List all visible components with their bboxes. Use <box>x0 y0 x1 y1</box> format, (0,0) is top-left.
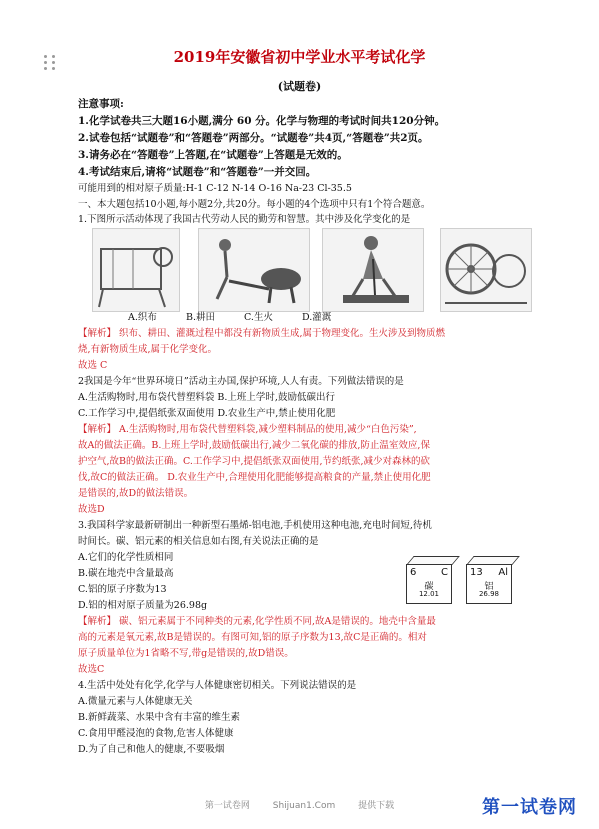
atomic-number: 6 <box>410 567 417 578</box>
analysis-line: 故A的做法正确。B.上班上学时,鼓励低碳出行,减少二氧化碳的排放,防止温室效应,保 <box>78 440 430 451</box>
option-line: A.微量元素与人体健康无关 <box>78 696 193 707</box>
carbon-element-card <box>406 564 452 604</box>
weaving-illustration <box>92 228 180 312</box>
option-line: D.为了自己和他人的健康,不要吸烟 <box>78 744 225 755</box>
option-c: C.生火 <box>244 312 273 323</box>
notice-line: 4.考试结束后,请将“试题卷”和“答题卷”一并交回。 <box>78 166 317 178</box>
plowing-illustration <box>198 228 310 312</box>
question-stem: 3.我国科学家最新研制出一种新型石墨烯-铝电池,手机使用这种电池,充电时间短,待机 <box>78 520 432 531</box>
option-line: A.生活购物时,用布袋代替塑料袋 B.上班上学时,鼓励低碳出行 <box>78 392 335 403</box>
page-subtitle: (试题卷) <box>277 80 322 93</box>
footer-download-text: 提供下载 <box>358 801 395 811</box>
analysis-line: 高的元素是氧元素,故B是错误的。有图可知,铝的原子序数为13,故C是正确的。相对 <box>78 632 427 643</box>
notice-line: 1.化学试卷共三大题16小题,满分 60 分。化学与物理的考试时间共120分钟。 <box>78 115 446 127</box>
question-stem: 2我国是今年“世界环境日”活动主办国,保护环境,人人有责。下列做法错误的是 <box>78 376 404 387</box>
aluminium-element-card <box>466 564 512 604</box>
site-logo: 第一试卷网 <box>482 797 577 818</box>
analysis-line: 【解析】 碳、铝元素属于不同种类的元素,化学性质不同,故A是错误的。地壳中含量最 <box>78 616 436 627</box>
options-row <box>128 311 331 325</box>
analysis-line: 原子质量单位为1省略不写,带g是错误的,故D错误。 <box>78 648 294 659</box>
element-symbol: Al <box>498 567 508 578</box>
answer-text: 故选 C <box>78 360 108 371</box>
section-heading: 一、本大题包括10小题,每小题2分,共20分。每小题的4个选项中只有1个符合题意。 <box>78 199 431 210</box>
option-b: B.耕田 <box>186 312 216 323</box>
analysis-line: 【解析】 织布、耕田、灌溉过程中都没有新物质生成,属于物理变化。生火涉及到物质燃 <box>78 328 446 339</box>
option-a: A.织布 <box>128 312 157 323</box>
option-line: C.食用甲醛浸泡的食物,危害人体健康 <box>78 728 234 739</box>
atomic-mass: 12.01 <box>418 590 440 598</box>
atomic-mass: 26.98 <box>478 590 500 598</box>
question-stem: 时间长。碳、铝元素的相关信息如右图,有关说法正确的是 <box>78 536 319 547</box>
option-line: D.铝的相对原子质量为26.98g <box>78 600 208 611</box>
analysis-line: 护空气,故B的做法正确。C.工作学习中,提倡纸张双面使用,节约纸张,减少对森林的砍 <box>78 456 431 467</box>
option-line: B.碳在地壳中含量最高 <box>78 568 174 579</box>
answer-text: 故选D <box>78 504 105 515</box>
analysis-line: 伐,故C的做法正确。 D.农业生产中,合理使用化肥能够提高粮食的产量,禁止使用化肥 <box>78 472 431 483</box>
answer-text: 故选C <box>78 664 105 675</box>
notice-line: 3.请务必在“答题卷”上答题,在“试题卷”上答题是无效的。 <box>78 149 348 161</box>
fire-making-illustration <box>322 228 424 312</box>
option-line: B.新鲜蔬菜、水果中含有丰富的维生素 <box>78 712 241 723</box>
atomic-masses: 可能用到的相对原子质量:H-1 C-12 N-14 O-16 Na-23 Cl-35.5 <box>78 183 352 194</box>
footer-site-url[interactable]: Shijuan1.Com <box>272 801 336 811</box>
option-line: C.工作学习中,提倡纸张双面使用 D.农业生产中,禁止使用化肥 <box>78 408 336 419</box>
question-stem: 1.下图所示活动体现了我国古代劳动人民的勤劳和智慧。其中涉及化学变化的是 <box>78 214 411 225</box>
element-name: 铝 <box>484 582 494 592</box>
analysis-line: 【解析】 A.生活购物时,用布袋代替塑料袋,减少塑料制品的使用,减少“白色污染”, <box>78 424 417 435</box>
option-d: D.灌溉 <box>302 312 332 323</box>
option-line: A.它们的化学性质相同 <box>78 552 174 563</box>
option-line: C.铝的原子序数为13 <box>78 584 167 595</box>
analysis-line: 是错误的,故D的做法错误。 <box>78 488 194 499</box>
analysis-line: 烧,有新物质生成,属于化学变化。 <box>78 344 218 355</box>
footer-site-name: 第一试卷网 <box>204 801 250 811</box>
question-stem: 4.生活中处处有化学,化学与人体健康密切相关。下列说法错误的是 <box>78 680 357 691</box>
element-symbol: C <box>441 567 448 578</box>
page-title: 2019年安徽省初中学业水平考试化学 <box>173 48 426 66</box>
atomic-number: 13 <box>470 567 483 578</box>
irrigation-wheel-illustration <box>440 228 532 312</box>
notice-heading: 注意事项: <box>78 98 124 110</box>
notice-line: 2.试卷包括“试题卷”和“答题卷”两部分。“试题卷”共4页,“答题卷”共2页。 <box>78 132 429 144</box>
element-name: 碳 <box>424 582 434 592</box>
